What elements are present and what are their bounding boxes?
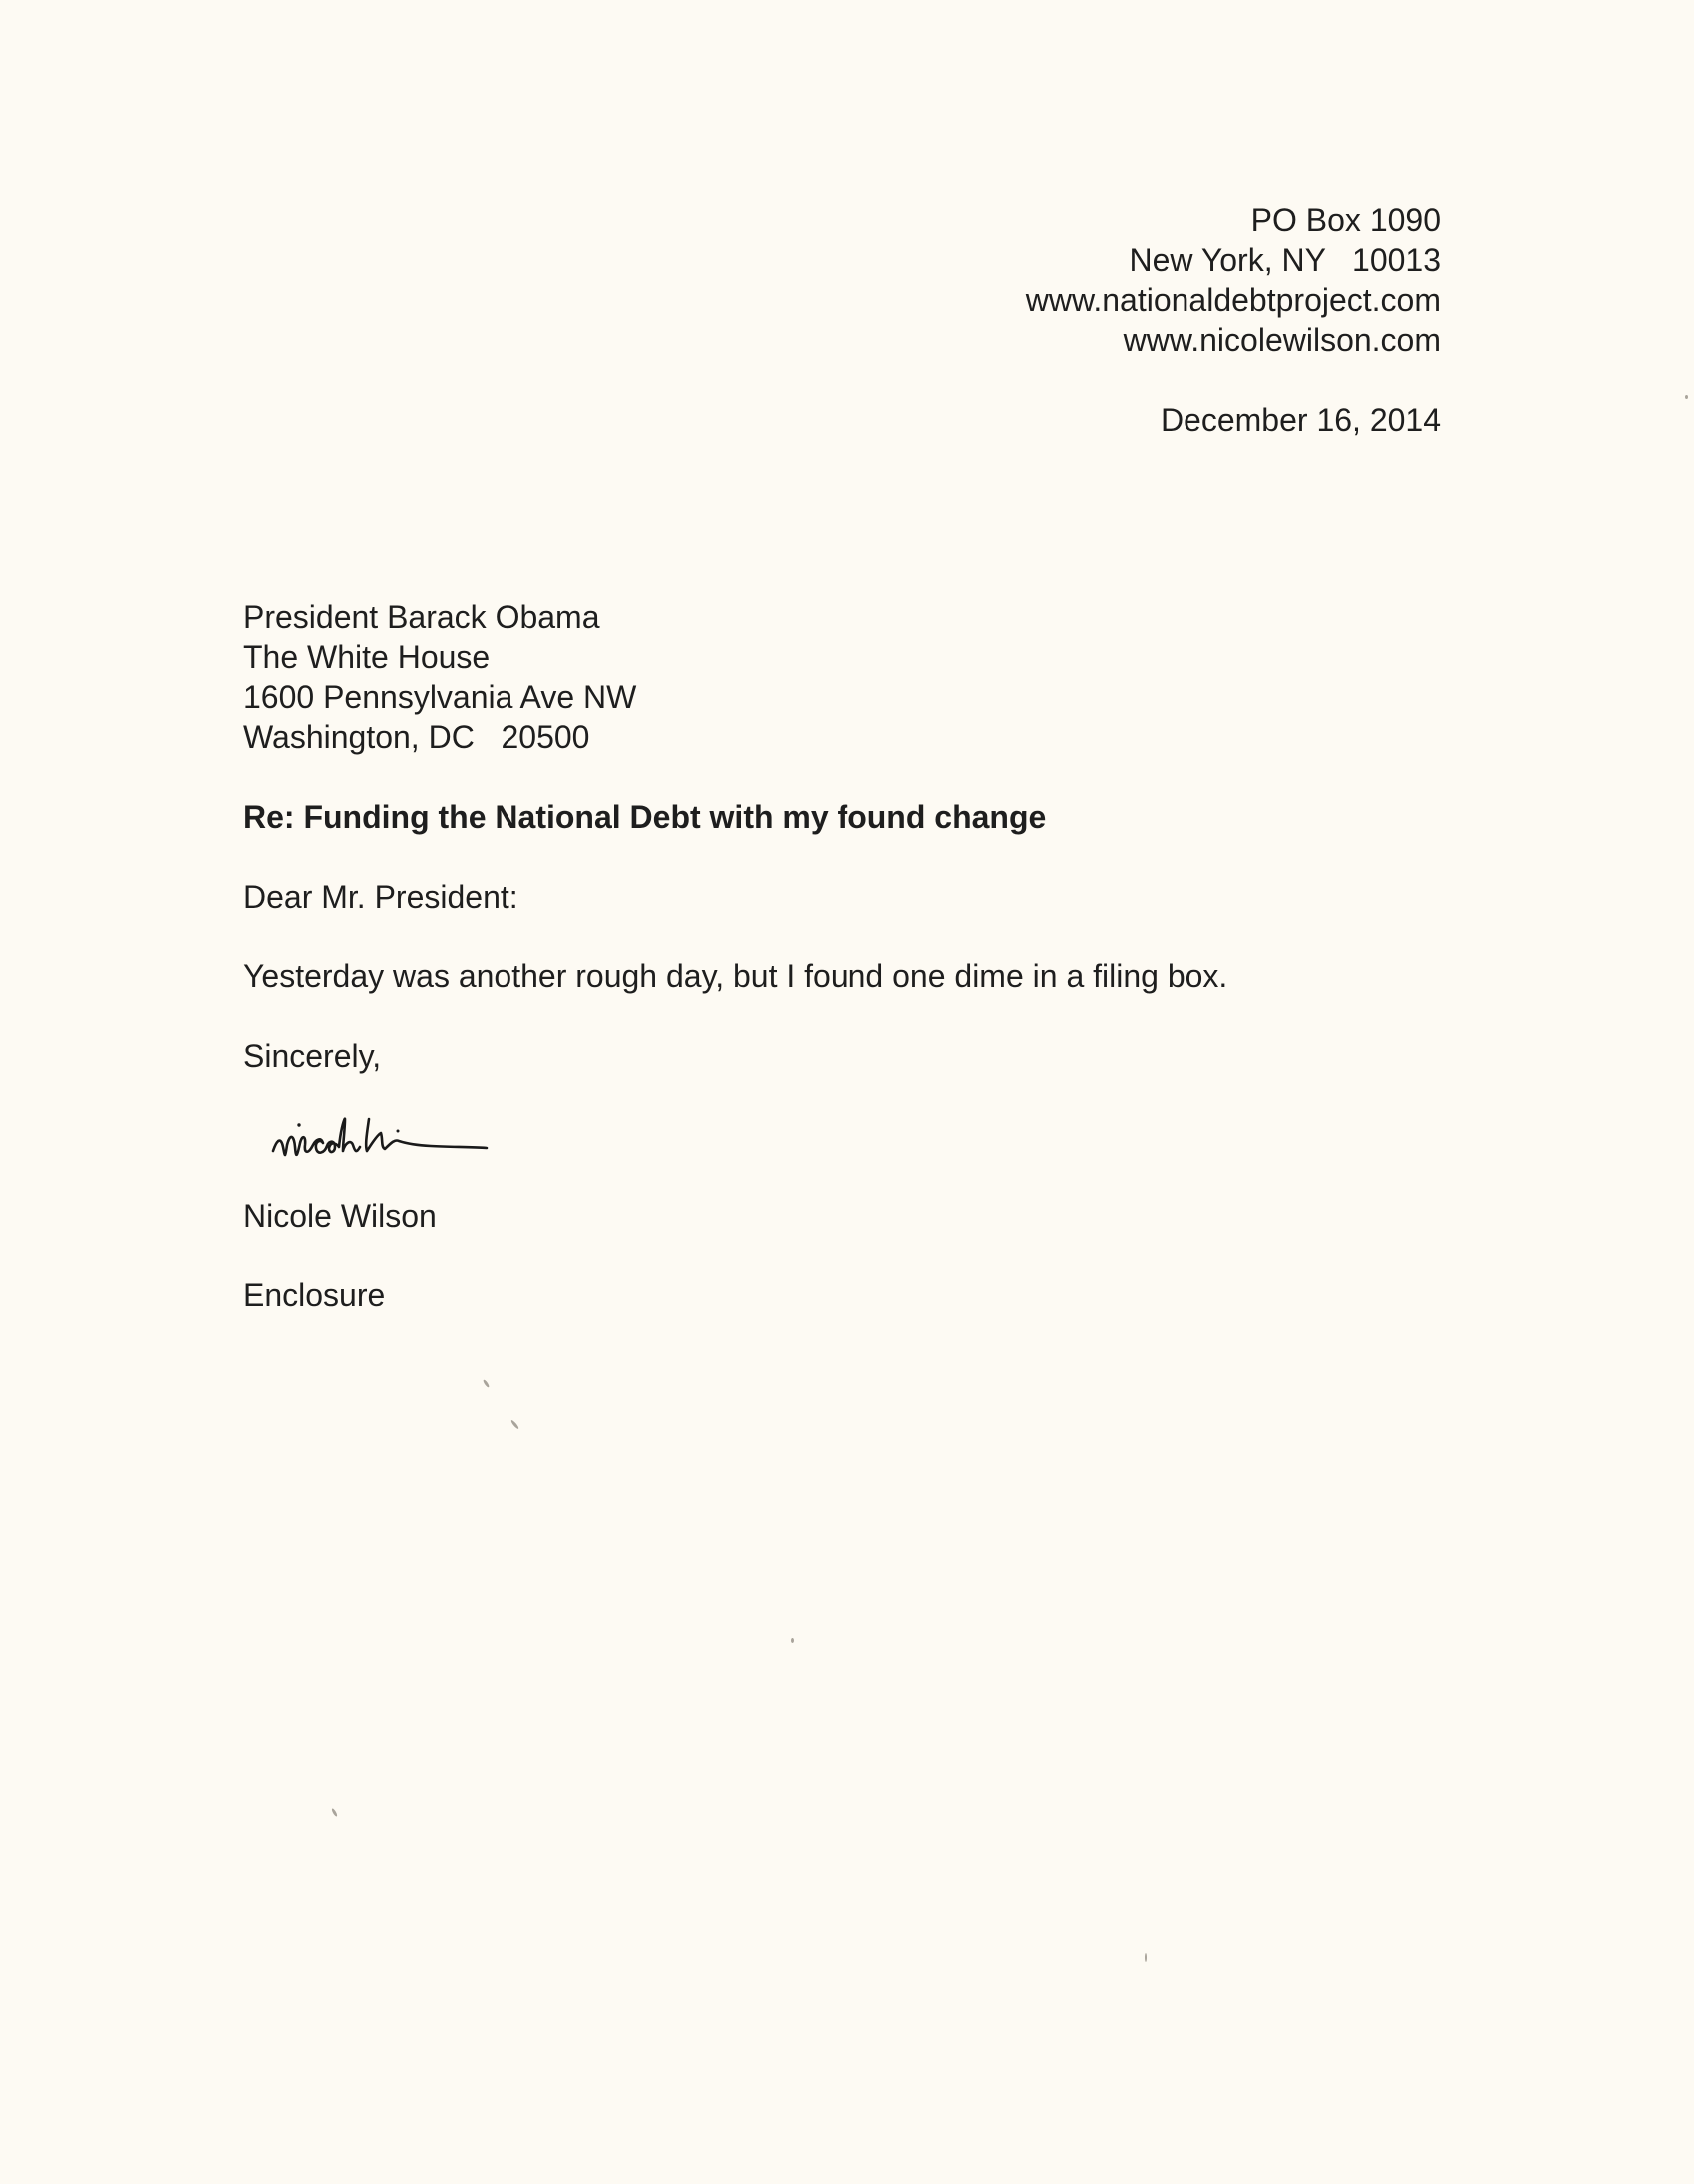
signature-stroke-first-name bbox=[273, 1119, 360, 1155]
salutation: Dear Mr. President: bbox=[243, 879, 518, 914]
paper-speck bbox=[1145, 1953, 1147, 1962]
paper-speck bbox=[331, 1808, 338, 1817]
letter-date: December 16, 2014 bbox=[1160, 402, 1441, 438]
sender-website-personal: www.nicolewilson.com bbox=[1123, 322, 1441, 358]
closing: Sincerely, bbox=[243, 1038, 382, 1074]
signature-stroke-last-name bbox=[366, 1119, 487, 1151]
handwritten-signature bbox=[261, 1099, 530, 1179]
recipient-street: 1600 Pennsylvania Ave NW bbox=[243, 679, 637, 715]
paper-speck bbox=[510, 1419, 519, 1429]
sender-city-state-zip: New York, NY 10013 bbox=[1129, 242, 1441, 278]
enclosure-notation: Enclosure bbox=[243, 1277, 386, 1313]
sender-website-project: www.nationaldebtproject.com bbox=[1025, 282, 1441, 318]
paper-speck bbox=[1685, 395, 1688, 399]
signer-name: Nicole Wilson bbox=[243, 1198, 437, 1234]
recipient-organization: The White House bbox=[243, 639, 491, 675]
recipient-city-state-zip: Washington, DC 20500 bbox=[243, 719, 590, 755]
subject-line: Re: Funding the National Debt with my found change bbox=[243, 799, 1047, 835]
sender-po-box: PO Box 1090 bbox=[1250, 202, 1441, 238]
recipient-name: President Barack Obama bbox=[243, 599, 600, 635]
paper-speck bbox=[791, 1638, 794, 1643]
paper-speck bbox=[483, 1379, 491, 1388]
body-paragraph: Yesterday was another rough day, but I found one dime in a filing box. bbox=[243, 958, 1228, 994]
